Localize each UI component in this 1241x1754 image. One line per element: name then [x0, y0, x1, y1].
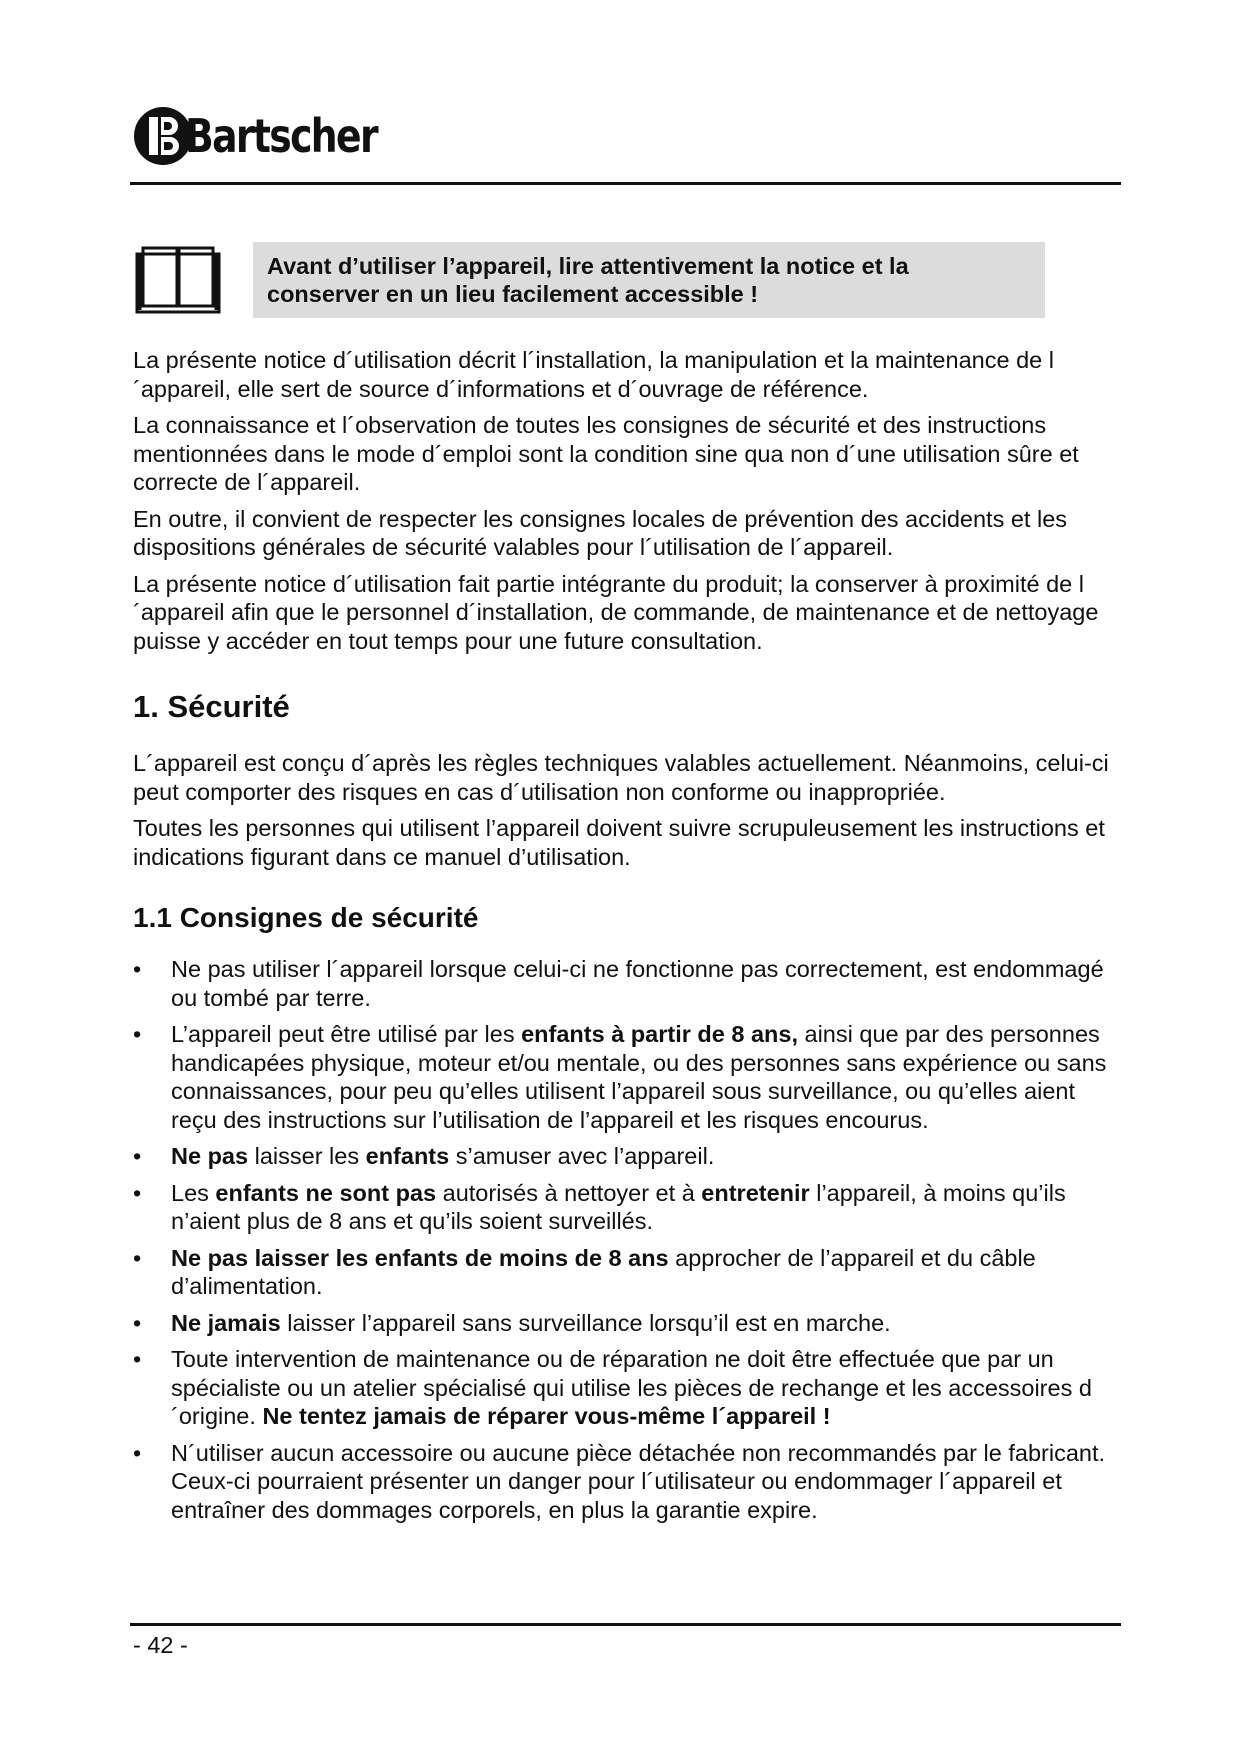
read-manual-notice — [253, 242, 1045, 318]
bullet: • — [133, 1309, 142, 1336]
list-item-text: Ne pas laisser les enfants s’amuser avec l’appareil. — [171, 1143, 715, 1169]
logo-b-mark-icon — [133, 103, 193, 169]
list-item-text: L’appareil peut être utilisé par les enfants à partir de 8 ans, ainsi que par des personnes handicapées physique, moteur et/ou mentale, ou des personnes sans expérience ou sans connaissances, pour peu qu’elles utilisent l’appareil sous surveillance, ou qu’elles aient reçu des instructions sur l’utilisation de l’appareil et les risques encourus. — [171, 1021, 1107, 1133]
main-content — [133, 346, 1123, 1532]
intro-paragraph: La présente notice d´utilisation décrit l´installation, la manipulation et la maintenance de l´appareil, elle sert de source d´informations et d´ouvrage de référence. — [133, 347, 1054, 402]
list-item — [133, 1309, 1123, 1338]
bullet: • — [133, 1143, 142, 1169]
list-item-text: Ne jamais laisser l’appareil sans surveillance lorsqu’il est en marche. — [171, 1309, 891, 1336]
brand-name: Bartscher — [185, 109, 377, 163]
list-item-text: Toute intervention de maintenance ou de réparation ne doit être effectuée que par un spécialiste ou un atelier spécialisé qui utilise les pièces de rechange et les accessoires d´origine. Ne tentez jamais de réparer vous-même l´appareil ! — [171, 1346, 1092, 1429]
list-item-text: Ne pas utiliser l´appareil lorsque celui-ci ne fonctionne pas correctement, est endommagé ou tombé par terre. — [171, 956, 1104, 1011]
notice-line-2: conserver en un lieu facilement accessible ! — [267, 281, 759, 307]
list-item — [133, 1142, 1123, 1171]
header-rule — [130, 182, 1121, 185]
list-item-text: Les enfants ne sont pas autorisés à nettoyer et à entretenir l’appareil, à moins qu’ils n’aient plus de 8 ans et qu’ils soient surveillés. — [171, 1179, 1066, 1234]
list-item — [133, 955, 1123, 1012]
intro-paragraph: La présente notice d´utilisation fait partie intégrante du produit; la conserver à proximité de l´appareil afin que le personnel d´installation, de commande, de maintenance et de nettoyage puisse y accéder en tout temps pour une future consultation. — [133, 570, 1099, 654]
list-item-text: Ne pas laisser les enfants de moins de 8 ans approcher de l’appareil et du câble d’alimentation. — [171, 1244, 1036, 1299]
safety-list — [133, 955, 1123, 1524]
list-item — [133, 1244, 1123, 1301]
section-title-securite: 1. Sécurité — [133, 689, 290, 724]
bullet: • — [133, 1244, 142, 1271]
section-paragraph: Toutes les personnes qui utilisent l’appareil doivent suivre scrupuleusement les instructions et indications figurant dans ce manuel d’utilisation. — [133, 815, 1105, 870]
bullet: • — [133, 1021, 142, 1047]
footer-rule — [130, 1623, 1121, 1626]
open-book-icon — [133, 244, 223, 316]
page-number: - 42 - — [133, 1632, 188, 1658]
brand-logo — [133, 100, 419, 172]
bullet: • — [133, 1346, 142, 1372]
list-item — [133, 1020, 1123, 1134]
list-item — [133, 1345, 1123, 1431]
list-item-text: N´utiliser aucun accessoire ou aucune pièce détachée non recommandés par le fabricant. Ceux-ci pourraient présenter un danger pour l´utilisateur ou endommager l´appareil et entraîner des dommages corporels, en plus la garantie expire. — [171, 1439, 1106, 1523]
list-item — [133, 1439, 1123, 1525]
bullet: • — [133, 956, 142, 982]
notice-line-1: Avant d’utiliser l’appareil, lire attentivement la notice et la — [267, 253, 909, 279]
section-title-consignes: 1.1 Consignes de sécurité — [133, 902, 479, 933]
intro-paragraph: La connaissance et l´observation de toutes les consignes de sécurité et des instructions mentionnées dans le mode d´emploi sont la condition sine qua non d´une utilisation sûre et correcte de l´appareil. — [133, 412, 1079, 495]
section-paragraph: L´appareil est conçu d´après les règles techniques valables actuellement. Néanmoins, celui-ci peut comporter des risques en cas d´utilisation non conforme ou inappropriée. — [133, 750, 1109, 805]
bullet: • — [133, 1179, 142, 1206]
list-item — [133, 1179, 1123, 1236]
bullet: • — [133, 1439, 142, 1466]
intro-paragraph: En outre, il convient de respecter les consignes locales de prévention des accidents et les dispositions générales de sécurité valables pour l´utilisation de l´appareil. — [133, 505, 1068, 560]
